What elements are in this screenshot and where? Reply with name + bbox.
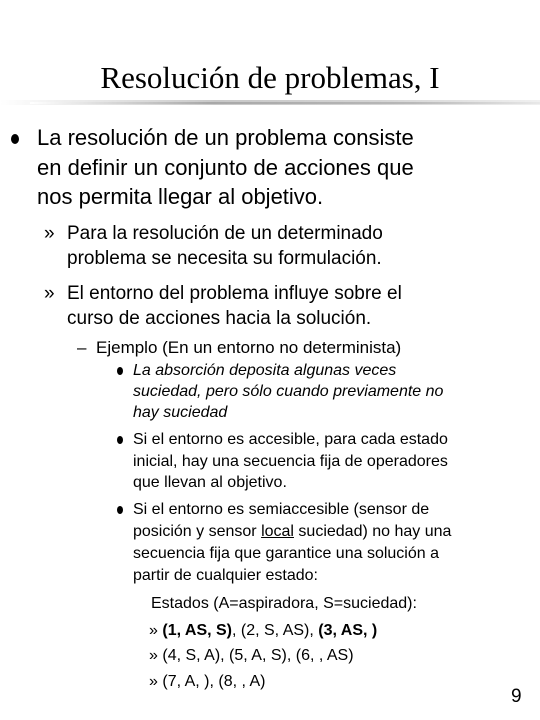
sub-bullet-2-line-1: El entorno del problema influye sobre el [67, 283, 402, 304]
example-item-2-line-3: que llevan al objetivo. [133, 474, 287, 491]
main-bullet-line-2: en definir un conjunto de acciones que [37, 155, 414, 180]
dash-marker: – [77, 338, 87, 357]
main-bullet-line-1: La resolución de un problema consiste [37, 125, 414, 150]
example-item-3-line-1: Si el entorno es semiaccesible (sensor de [133, 501, 430, 518]
main-bullet-line-3: nos permita llegar al objetivo. [37, 184, 324, 209]
page-number: 9 [511, 686, 522, 707]
states-row-3 [149, 671, 266, 692]
bullet-dot-icon [117, 506, 123, 514]
example-item-1-line-3: hay suciedad [133, 404, 228, 421]
states-row-2 [149, 645, 354, 666]
bullet-dot-icon [117, 436, 123, 444]
sub-bullet-1-line-2: problema se necesita su formulación. [67, 248, 382, 269]
state-bold-2: (3, AS, ) [318, 622, 378, 639]
example-item-3-line-4: partir de cualquier estado: [133, 567, 318, 584]
example-item-3-line-2 [133, 521, 451, 542]
state-bold-1: (1, AS, S) [162, 622, 232, 639]
example-heading: Ejemplo (En un entorno no determinista) [96, 338, 402, 357]
states-row-2-text: (4, S, A), (5, A, S), (6, , AS) [162, 647, 354, 664]
title-divider-line [30, 102, 540, 104]
sub-bullet-1-line-1: Para la resolución de un determinado [67, 223, 383, 244]
states-marker: » [149, 622, 158, 639]
line-2-text-b: suciedad) no hay una [293, 523, 452, 540]
example-item-2-line-2: inicial, hay una secuencia fija de operadores [133, 453, 448, 470]
states-row-1 [149, 620, 377, 641]
bullet-dot-icon [11, 134, 19, 144]
line-2-text-a: posición y sensor [133, 523, 262, 540]
example-item-3-line-3: secuencia fija que garantice una solución a [133, 545, 439, 562]
bullet-dot-icon [117, 367, 123, 375]
states-marker: » [149, 673, 158, 690]
example-item-1-line-2: suciedad, pero sólo cuando previamente no [133, 383, 444, 400]
states-row-3-text: (7, A, ), (8, , A) [162, 673, 266, 690]
states-marker: » [149, 647, 158, 664]
state-text-1: , (2, S, AS), [232, 622, 319, 639]
underlined-local: local [261, 523, 294, 540]
example-item-2-line-1: Si el entorno es accesible, para cada estado [133, 431, 448, 448]
sub-bullet-2-line-2: curso de acciones hacia la solución. [67, 308, 372, 329]
example-item-1-line-1: La absorción deposita algunas veces [133, 362, 397, 379]
sub-bullet-marker: » [44, 223, 55, 244]
states-heading: Estados (A=aspiradora, S=suciedad): [151, 595, 417, 612]
sub-bullet-marker: » [44, 283, 55, 304]
page-title: Resolución de problemas, I [100, 60, 440, 95]
